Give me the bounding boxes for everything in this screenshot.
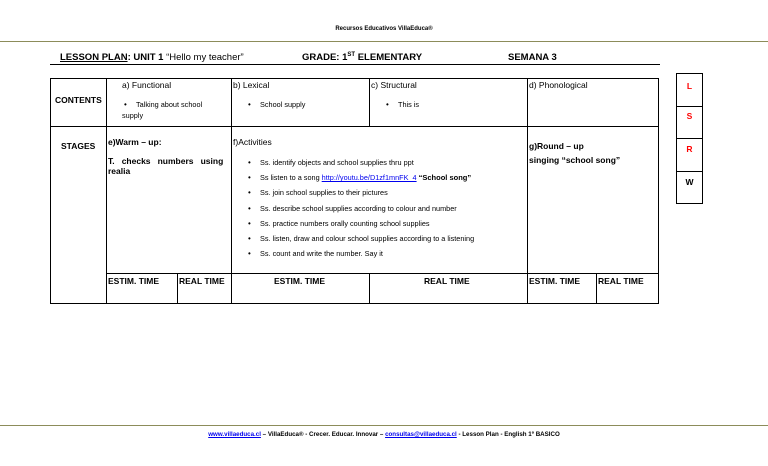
song-title: “School song” <box>418 173 472 183</box>
unit-title: “Hello my teacher” <box>166 52 244 63</box>
warmup-heading: e)Warm – up: <box>108 137 162 147</box>
skill-box-w: W <box>676 172 703 204</box>
footer-tagline: – VillaEduca® - Crecer. Educar. Innovar – <box>260 431 386 438</box>
lesson-plan-label: LESSON PLAN <box>60 52 128 63</box>
list-item: • School supply <box>246 99 305 110</box>
footer-email-link[interactable]: consultas@villaeduca.cl <box>385 431 457 438</box>
roundup-estim-time: ESTIM. TIME <box>529 276 580 286</box>
phonological-heading: d) Phonological <box>529 80 588 90</box>
activities-time-divider <box>369 273 370 304</box>
functional-heading: a) Functional <box>122 80 172 90</box>
semana-label: SEMANA 3 <box>508 52 557 63</box>
roundup-text: singing “school song” <box>529 155 621 165</box>
lexical-heading: b) Lexical <box>233 80 270 90</box>
warmup-real-time: REAL TIME <box>179 276 225 286</box>
footer-rule <box>0 425 768 426</box>
list-item: • Ss listen to a song http://youtu.be/D1zf1mnFK_4 “School song” <box>246 170 474 185</box>
roundup-real-time: REAL TIME <box>598 276 644 286</box>
list-item: • Ss. listen, draw and colour school supplies according to a listening <box>246 231 474 246</box>
list-item: • Ss. practice numbers orally counting school supplies <box>246 216 474 231</box>
list-item: • Ss. describe school supplies according to colour and number <box>246 201 474 216</box>
skill-box-s: S <box>676 106 703 139</box>
functional-list <box>122 99 202 121</box>
skill-box-l: L <box>676 73 703 107</box>
warmup-estim-time: ESTIM. TIME <box>108 276 159 286</box>
warmup-time-divider <box>177 273 178 304</box>
activities-estim-time: ESTIM. TIME <box>274 276 325 286</box>
time-row-rule <box>106 273 659 274</box>
warmup-text-line2: realia <box>108 166 131 176</box>
title-rule <box>50 64 660 65</box>
list-item: • Ss. identify objects and school supplies thru ppt <box>246 155 474 170</box>
header-rule <box>0 41 768 42</box>
footer <box>0 431 768 438</box>
structural-list <box>384 99 419 110</box>
list-item: • Talking about school <box>122 99 202 110</box>
stages-label-cell <box>50 126 107 304</box>
skill-box-r: R <box>676 139 703 172</box>
grade-label: GRADE: 1ST ELEMENTARY <box>302 52 423 64</box>
lesson-plan-title <box>60 52 244 63</box>
list-item: • This is <box>384 99 419 110</box>
list-item: • Ss. join school supplies to their pictures <box>246 185 474 200</box>
roundup-time-divider <box>596 273 597 304</box>
list-item: supply <box>122 111 144 120</box>
activities-list <box>246 155 474 261</box>
contents-label: CONTENTS <box>55 95 102 105</box>
structural-heading: c) Structural <box>371 80 417 90</box>
list-item: • Ss. count and write the number. Say it <box>246 246 474 261</box>
publisher-header: Recursos Educativos VillaEduca® <box>335 26 433 32</box>
song-link[interactable]: http://youtu.be/D1zf1mnFK_4 <box>321 173 417 183</box>
lexical-list <box>246 99 305 110</box>
footer-right-text: - Lesson Plan - English 1º BASICO <box>456 431 560 438</box>
activities-real-time: REAL TIME <box>424 276 470 286</box>
footer-site-link[interactable]: www.villaeduca.cl <box>208 431 261 438</box>
stages-label: STAGES <box>61 141 96 151</box>
activities-heading: f)Activities <box>233 137 272 147</box>
warmup-text-line1: T. checks numbers using <box>108 156 224 166</box>
unit-label: : UNIT 1 <box>127 52 164 63</box>
roundup-heading: g)Round – up <box>529 141 584 151</box>
